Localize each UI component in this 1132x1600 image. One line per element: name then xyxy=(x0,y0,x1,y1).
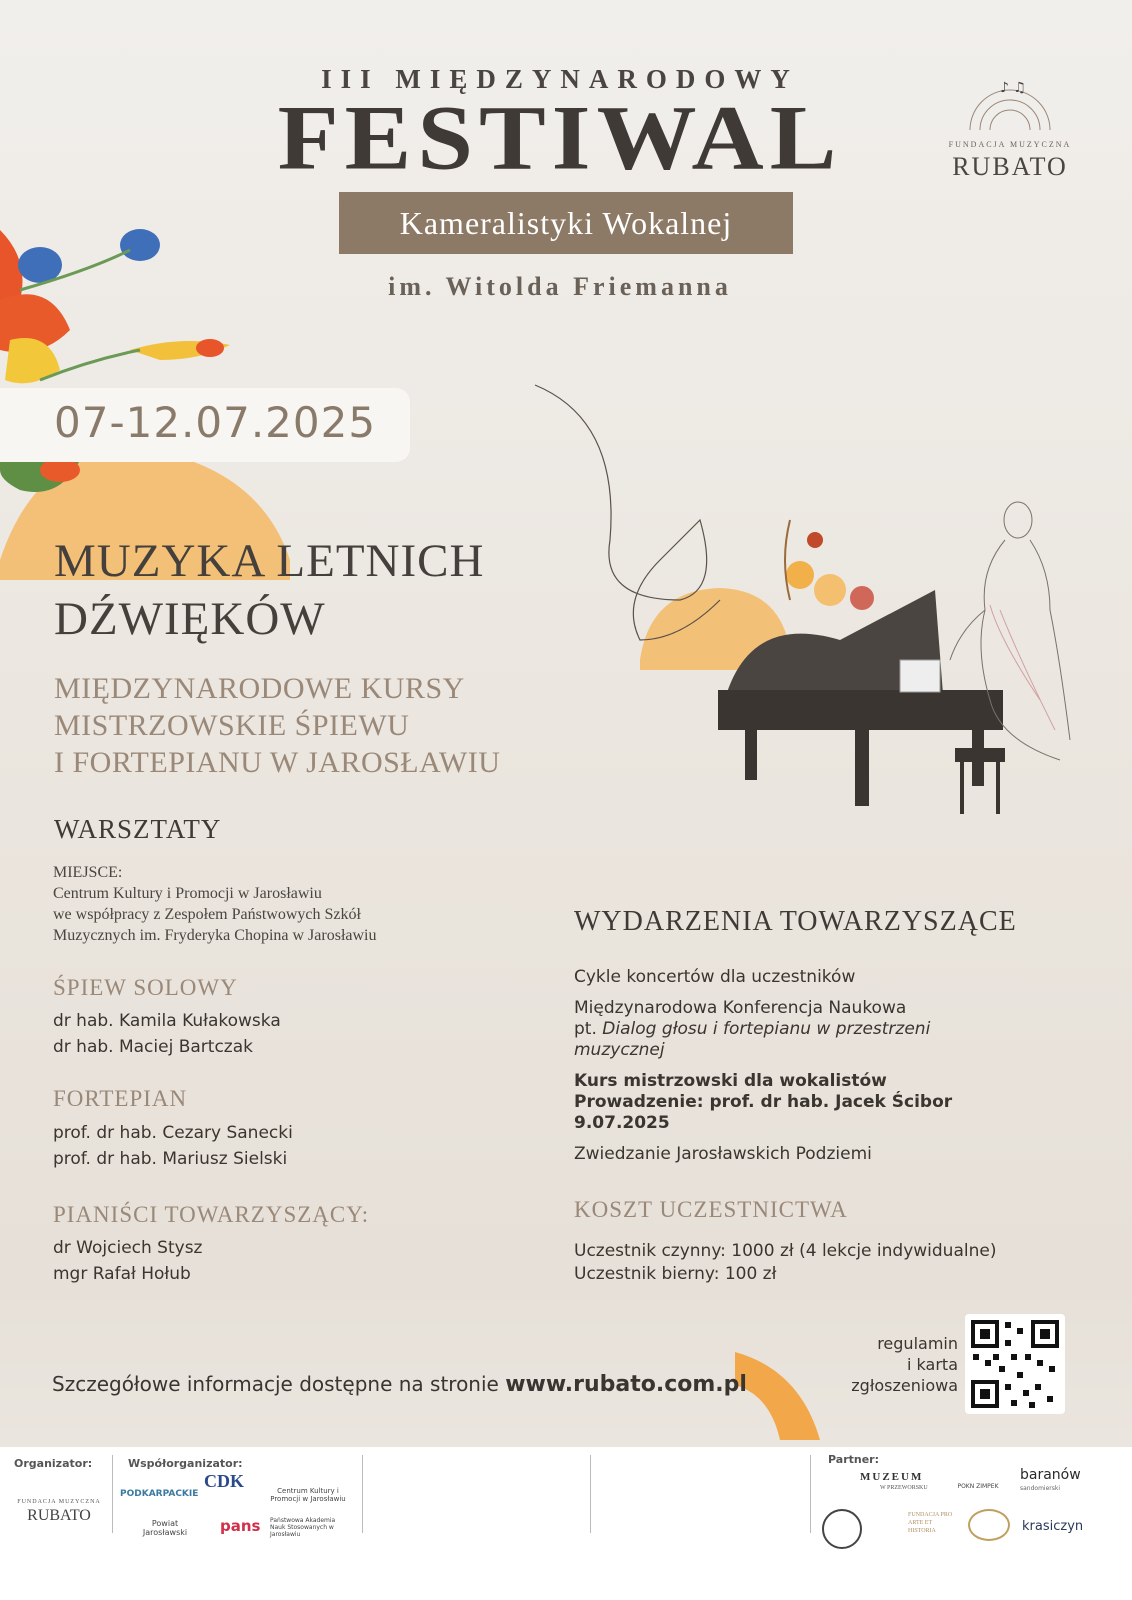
organizer-logo-name: RUBATO xyxy=(27,1507,91,1524)
workshops-place xyxy=(53,862,376,946)
info-line xyxy=(52,1372,747,1397)
footer-divider xyxy=(362,1455,363,1533)
headline-line1: MUZYKA LETNICH xyxy=(54,535,485,587)
festival-patron: im. Witolda Friemanna xyxy=(388,272,732,301)
pans-logo-sub: Państwowa Akademia Nauk Stosowanych w Jarosławiu xyxy=(270,1517,336,1538)
event-masterclass xyxy=(574,1071,1054,1134)
rubato-emblem-icon xyxy=(950,70,1070,134)
qr-label xyxy=(840,1333,958,1396)
cdk-logo: CDK xyxy=(204,1471,244,1491)
footer-divider xyxy=(590,1455,591,1533)
footer-partners xyxy=(0,1447,1132,1600)
footer-divider xyxy=(810,1455,811,1533)
piano-title: FORTEPIAN xyxy=(53,1086,188,1111)
workshops-title: WARSZTATY xyxy=(54,814,222,844)
masterclass-title: Kurs mistrzowski dla wokalistów xyxy=(574,1071,887,1091)
medal-logo-icon xyxy=(822,1509,862,1549)
rubato-logo-name: RUBATO xyxy=(952,152,1068,181)
footer-divider xyxy=(112,1455,113,1533)
partner-label: Partner: xyxy=(828,1453,879,1466)
powiat-logo: Powiat Jarosławski xyxy=(142,1519,188,1537)
qr-label-line: zgłoszeniowa xyxy=(851,1376,958,1395)
conference-topic-italic-2: muzycznej xyxy=(574,1040,665,1060)
solo-singing-title: ŚPIEW SOLOWY xyxy=(53,975,238,1000)
rubato-logo xyxy=(930,70,1090,180)
pokn-logo: POKN ZIMPEK xyxy=(957,1483,999,1490)
cost-details xyxy=(574,1240,996,1286)
events-title: WYDARZENIA TOWARZYSZĄCE xyxy=(574,906,1017,937)
subheadline-line2: MISTRZOWSKIE ŚPIEWU xyxy=(54,709,410,742)
event-conference xyxy=(574,998,1054,1061)
info-text: Szczegółowe informacje dostępne na stronie xyxy=(52,1372,506,1396)
headline-line2: DŹWIĘKÓW xyxy=(54,593,326,645)
organizer-label: Organizator: xyxy=(14,1457,93,1470)
muzeum-logo-sub: W PRZEWORSKU xyxy=(880,1485,928,1491)
conference-topic-italic: Dialog głosu i fortepianu w przestrzeni xyxy=(602,1019,931,1039)
place-label: MIEJSCE: xyxy=(53,864,123,881)
teacher-name: prof. dr hab. Mariusz Sielski xyxy=(53,1149,288,1169)
fundacja-pro-arte-logo: FUNDACJA PRO ARTE ET HISTORIA xyxy=(908,1512,953,1534)
headline xyxy=(54,532,484,648)
subheadline-line3: I FORTEPIANU W JAROSŁAWIU xyxy=(54,746,501,779)
place-line: Muzycznych im. Fryderyka Chopina w Jarosławiu xyxy=(53,927,377,944)
subheadline-line1: MIĘDZYNARODOWE KURSY xyxy=(54,672,465,705)
subheadline xyxy=(54,670,500,781)
organizer-logo-small: FUNDACJA MUZYCZNA xyxy=(17,1499,101,1505)
festival-edition: III MIĘDZYNARODOWY xyxy=(321,64,799,94)
qr-code-icon xyxy=(965,1314,1065,1414)
piano-teachers xyxy=(53,1120,293,1172)
masterclass-lead: Prowadzenie: prof. dr hab. Jacek Ścibor xyxy=(574,1092,953,1112)
accompanists xyxy=(53,1235,202,1287)
accompanists-title: PIANIŚCI TOWARZYSZĄCY: xyxy=(53,1202,370,1227)
festival-subtitle: Kameralistyki Wokalnej xyxy=(339,192,793,254)
teacher-name: prof. dr hab. Cezary Sanecki xyxy=(53,1123,293,1143)
qr-label-line: i karta xyxy=(907,1355,958,1374)
festival-title: FESTIWAL xyxy=(277,86,843,189)
centrum-logo: Centrum Kultury i Promocji w Jarosławiu xyxy=(270,1487,346,1503)
orange-swoosh-bottom xyxy=(735,1352,820,1440)
conference-title: Międzynarodowa Konferencja Naukowa xyxy=(574,998,907,1018)
rubato-logo-small: FUNDACJA MUZYCZNA xyxy=(948,140,1072,149)
qr-label-line: regulamin xyxy=(877,1334,958,1353)
place-line: we współpracy z Zespołem Państwowych Szkół xyxy=(53,906,361,923)
event-concerts: Cykle koncertów dla uczestników xyxy=(574,967,856,987)
place-line: Centrum Kultury i Promocji w Jarosławiu xyxy=(53,885,322,902)
krasiczyn-logo: krasiczyn xyxy=(1022,1519,1084,1534)
co-organizer-label: Współorganizator: xyxy=(128,1457,243,1470)
event-underground-tour: Zwiedzanie Jarosławskich Podziemi xyxy=(574,1144,872,1164)
teacher-name: dr hab. Maciej Bartczak xyxy=(53,1037,253,1057)
baranow-logo-sub: sandomierski xyxy=(1020,1485,1061,1492)
podkarpackie-logo: PODKARPACKIE xyxy=(120,1489,199,1499)
qr-code[interactable] xyxy=(965,1314,1065,1414)
masterclass-date: 9.07.2025 xyxy=(574,1113,670,1133)
teacher-name: dr hab. Kamila Kułakowska xyxy=(53,1011,281,1031)
conference-topic-prefix: pt. xyxy=(574,1019,603,1039)
festival-dates: 07-12.07.2025 xyxy=(54,398,377,447)
muzeum-logo: MUZEUM xyxy=(860,1471,924,1483)
events-list xyxy=(574,967,1054,1165)
accompanist-name: mgr Rafał Hołub xyxy=(53,1264,191,1284)
baranow-logo: baranów xyxy=(1020,1467,1081,1483)
emblem-logo-icon xyxy=(968,1509,1010,1541)
piano-illustration xyxy=(718,520,1005,814)
website-link[interactable]: www.rubato.com.pl xyxy=(505,1372,747,1397)
conference-topic xyxy=(574,1019,1054,1040)
cost-passive: Uczestnik bierny: 100 zł xyxy=(574,1264,777,1284)
solo-singing-teachers xyxy=(53,1008,281,1060)
pans-logo: pans xyxy=(220,1517,261,1535)
accompanist-name: dr Wojciech Stysz xyxy=(53,1238,203,1258)
svg-text:♪ ♫: ♪ ♫ xyxy=(1000,80,1026,96)
cost-active: Uczestnik czynny: 1000 zł (4 lekcje indywidualne) xyxy=(574,1241,997,1261)
cost-title: KOSZT UCZESTNICTWA xyxy=(574,1197,848,1222)
